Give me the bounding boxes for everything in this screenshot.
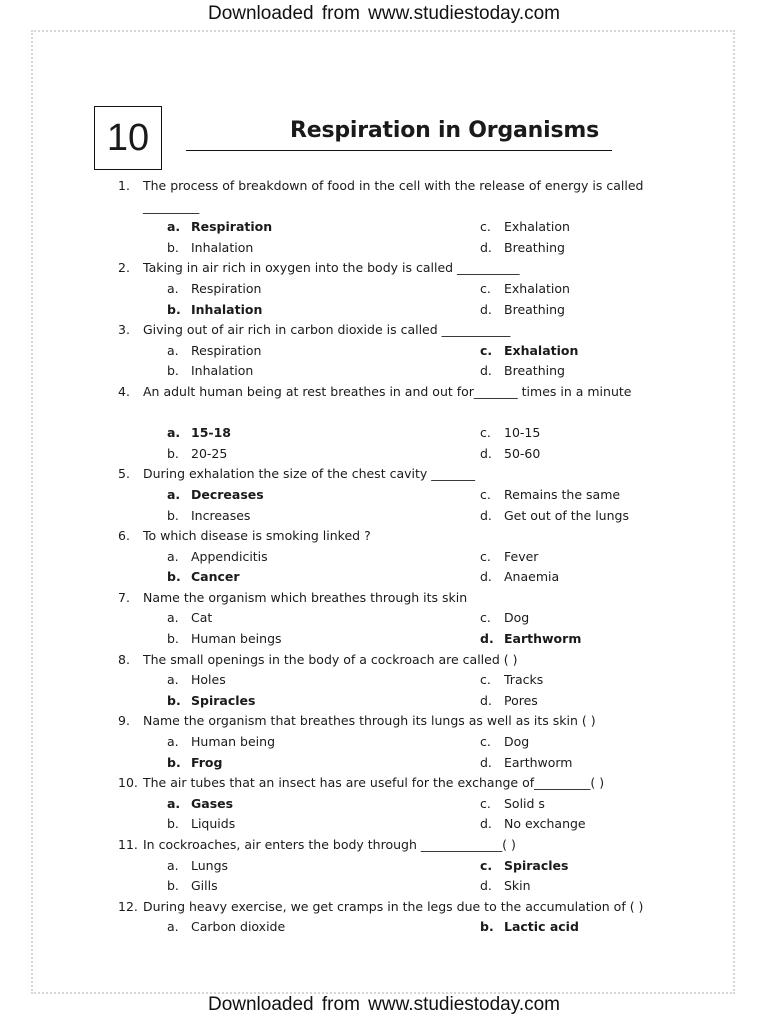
option-b bbox=[167, 567, 240, 588]
option-text: Exhalation bbox=[504, 280, 570, 296]
option-letter: b. bbox=[167, 507, 179, 523]
question-number: 11. bbox=[118, 837, 138, 852]
option-letter: a. bbox=[167, 425, 181, 441]
option-text: Respiration bbox=[191, 280, 262, 296]
option-letter: b. bbox=[167, 692, 181, 708]
option-a bbox=[167, 341, 261, 362]
option-text: Lactic acid bbox=[504, 919, 579, 935]
option-letter: b. bbox=[167, 363, 179, 379]
option-letter: c. bbox=[480, 425, 491, 441]
question-text: The air tubes that an insect has are useful for the exchange of_________( ) bbox=[143, 775, 605, 791]
question-6 bbox=[118, 526, 678, 547]
option-b bbox=[480, 917, 579, 938]
option-text: Human being bbox=[191, 734, 276, 750]
option-letter: a. bbox=[167, 734, 179, 750]
option-letter: c. bbox=[480, 280, 491, 296]
download-banner-top: Downloaded from www.studiestoday.com bbox=[207, 3, 561, 24]
question-number: 5. bbox=[118, 466, 130, 482]
option-row bbox=[118, 361, 678, 382]
option-letter: c. bbox=[480, 548, 491, 564]
question-number: 12. bbox=[118, 898, 138, 914]
option-b bbox=[167, 300, 262, 321]
option-text: Inhalation bbox=[191, 239, 254, 255]
option-text: Appendicitis bbox=[191, 548, 268, 564]
option-text: Frog bbox=[191, 754, 223, 770]
option-text: Exhalation bbox=[504, 219, 570, 235]
question-text: An adult human being at rest breathes in and out for_______ times in a minute bbox=[143, 383, 632, 399]
option-text: Solid s bbox=[504, 795, 545, 811]
question-number: 1. bbox=[118, 178, 130, 193]
option-a bbox=[167, 608, 212, 629]
option-letter: b. bbox=[167, 569, 181, 585]
option-b bbox=[167, 506, 250, 527]
question-number: 6. bbox=[118, 528, 130, 544]
question-number: 8. bbox=[118, 651, 130, 667]
question-5 bbox=[118, 464, 678, 485]
option-row bbox=[118, 670, 678, 691]
option-row bbox=[118, 608, 678, 629]
option-a bbox=[167, 856, 228, 877]
option-letter: b. bbox=[167, 631, 179, 647]
option-a bbox=[167, 279, 261, 300]
option-letter: c. bbox=[480, 734, 491, 750]
option-text: Lungs bbox=[191, 857, 229, 873]
option-text: Respiration bbox=[191, 219, 273, 235]
option-letter: d. bbox=[480, 239, 492, 255]
download-banner-bottom: Downloaded from www.studiestoday.com bbox=[207, 994, 561, 1015]
option-d bbox=[480, 444, 540, 465]
option-c bbox=[480, 217, 570, 238]
option-c bbox=[480, 794, 545, 815]
option-text: Gills bbox=[191, 878, 218, 894]
option-letter: c. bbox=[480, 857, 493, 873]
option-b bbox=[167, 753, 222, 774]
option-letter: d. bbox=[480, 878, 492, 894]
question-text: The process of breakdown of food in the cell with the release of energy is called bbox=[143, 178, 644, 193]
question-8 bbox=[118, 650, 678, 671]
question-text: Name the organism that breathes through its lungs as well as its skin ( ) bbox=[143, 713, 596, 729]
option-row bbox=[118, 279, 678, 300]
option-a bbox=[167, 917, 285, 938]
option-d bbox=[480, 691, 538, 712]
option-row bbox=[118, 506, 678, 527]
option-c bbox=[480, 732, 529, 753]
option-b bbox=[167, 444, 227, 465]
option-text: 20-25 bbox=[191, 445, 228, 461]
option-letter: a. bbox=[167, 280, 179, 296]
option-d bbox=[480, 361, 565, 382]
question-number: 9. bbox=[118, 713, 130, 729]
option-letter: b. bbox=[167, 445, 179, 461]
option-text: Dog bbox=[504, 734, 530, 750]
option-row bbox=[118, 732, 678, 753]
option-text: Liquids bbox=[191, 816, 236, 832]
option-text: Cancer bbox=[191, 569, 240, 585]
option-c bbox=[480, 608, 529, 629]
option-text: Spiracles bbox=[504, 857, 569, 873]
option-text: Respiration bbox=[191, 342, 262, 358]
option-text: Holes bbox=[191, 672, 226, 688]
option-text: No exchange bbox=[504, 816, 586, 832]
question-3 bbox=[118, 320, 678, 341]
option-letter: d. bbox=[480, 816, 492, 832]
question-1 bbox=[118, 176, 678, 197]
option-row bbox=[118, 341, 678, 362]
question-4 bbox=[118, 382, 678, 403]
option-text: Earthworm bbox=[504, 631, 582, 647]
option-d bbox=[480, 300, 565, 321]
question-text: During heavy exercise, we get cramps in the legs due to the accumulation of ( ) bbox=[143, 898, 644, 914]
option-letter: a. bbox=[167, 548, 179, 564]
option-letter: c. bbox=[480, 610, 491, 626]
question-number: 10. bbox=[118, 775, 138, 791]
option-letter: a. bbox=[167, 857, 179, 873]
option-text: Breathing bbox=[504, 363, 565, 379]
option-d bbox=[480, 876, 531, 897]
question-text: To which disease is smoking linked ? bbox=[143, 528, 371, 544]
option-d bbox=[480, 238, 565, 259]
option-b bbox=[167, 238, 253, 259]
option-letter: a. bbox=[167, 672, 179, 688]
option-letter: d. bbox=[480, 507, 492, 523]
option-row bbox=[118, 917, 678, 938]
option-a bbox=[167, 485, 264, 506]
option-d bbox=[480, 567, 559, 588]
option-row bbox=[118, 876, 678, 897]
question-9 bbox=[118, 711, 678, 732]
option-letter: a. bbox=[167, 219, 181, 235]
option-text: Exhalation bbox=[504, 342, 579, 358]
option-row bbox=[118, 217, 678, 238]
option-letter: d. bbox=[480, 363, 492, 379]
option-c bbox=[480, 341, 578, 362]
option-text: Breathing bbox=[504, 301, 565, 317]
option-letter: b. bbox=[167, 816, 179, 832]
question-7 bbox=[118, 588, 678, 609]
option-row bbox=[118, 856, 678, 877]
question-list bbox=[118, 176, 678, 938]
option-b bbox=[167, 814, 235, 835]
option-letter: a. bbox=[167, 919, 179, 935]
option-text: Skin bbox=[504, 878, 531, 894]
question-text: During exhalation the size of the chest cavity _______ bbox=[143, 466, 475, 482]
option-c bbox=[480, 279, 570, 300]
option-text: Fever bbox=[504, 548, 539, 564]
option-row bbox=[118, 691, 678, 712]
option-letter: c. bbox=[480, 795, 491, 811]
option-letter: a. bbox=[167, 342, 179, 358]
option-letter: c. bbox=[480, 342, 493, 358]
question-number: 3. bbox=[118, 322, 130, 338]
option-row bbox=[118, 629, 678, 650]
option-row bbox=[118, 300, 678, 321]
option-a bbox=[167, 670, 226, 691]
option-b bbox=[167, 361, 253, 382]
option-letter: c. bbox=[480, 219, 491, 235]
question-number: 4. bbox=[118, 383, 130, 399]
option-text: Spiracles bbox=[191, 692, 256, 708]
option-letter: c. bbox=[480, 486, 491, 502]
question-12 bbox=[118, 897, 678, 918]
option-letter: a. bbox=[167, 610, 179, 626]
option-c bbox=[480, 856, 568, 877]
question-text: In cockroaches, air enters the body through _____________( ) bbox=[143, 837, 516, 852]
option-d bbox=[480, 629, 581, 650]
option-text: Cat bbox=[191, 610, 213, 626]
option-letter: b. bbox=[167, 301, 181, 317]
question-number: 2. bbox=[118, 260, 130, 276]
option-letter: d. bbox=[480, 569, 492, 585]
question-number: 7. bbox=[118, 589, 130, 605]
option-text: Gases bbox=[191, 795, 234, 811]
option-letter: d. bbox=[480, 692, 492, 708]
option-d bbox=[480, 814, 586, 835]
option-text: Decreases bbox=[191, 486, 264, 502]
option-a bbox=[167, 732, 275, 753]
question-11 bbox=[118, 835, 678, 856]
option-text: Inhalation bbox=[191, 301, 263, 317]
option-text: Remains the same bbox=[504, 486, 621, 502]
spacer bbox=[118, 403, 678, 424]
option-letter: b. bbox=[167, 878, 179, 894]
question-10 bbox=[118, 773, 678, 794]
option-text: Anaemia bbox=[504, 569, 560, 585]
option-row bbox=[118, 485, 678, 506]
answer-blank: _________ bbox=[143, 198, 200, 214]
option-text: Dog bbox=[504, 610, 530, 626]
option-d bbox=[480, 753, 573, 774]
option-letter: a. bbox=[167, 486, 181, 502]
option-letter: c. bbox=[480, 672, 491, 688]
option-row bbox=[118, 567, 678, 588]
option-c bbox=[480, 423, 540, 444]
option-a bbox=[167, 547, 268, 568]
option-letter: d. bbox=[480, 301, 492, 317]
option-text: Breathing bbox=[504, 239, 565, 255]
option-text: Pores bbox=[504, 692, 538, 708]
option-text: Inhalation bbox=[191, 363, 254, 379]
option-row bbox=[118, 238, 678, 259]
question-text: The small openings in the body of a cockroach are called ( ) bbox=[143, 651, 518, 667]
option-row bbox=[118, 444, 678, 465]
option-b bbox=[167, 691, 255, 712]
option-letter: a. bbox=[167, 795, 181, 811]
option-b bbox=[167, 629, 282, 650]
question-text: Giving out of air rich in carbon dioxide is called ___________ bbox=[143, 322, 511, 338]
option-letter: d. bbox=[480, 631, 494, 647]
option-letter: b. bbox=[167, 239, 179, 255]
option-a bbox=[167, 423, 231, 444]
option-text: Increases bbox=[191, 507, 251, 523]
option-text: 10-15 bbox=[504, 425, 541, 441]
option-c bbox=[480, 670, 543, 691]
option-c bbox=[480, 547, 538, 568]
option-b bbox=[167, 876, 218, 897]
option-c bbox=[480, 485, 620, 506]
option-a bbox=[167, 217, 272, 238]
option-a bbox=[167, 794, 233, 815]
option-letter: b. bbox=[167, 754, 181, 770]
question-2 bbox=[118, 258, 678, 279]
option-text: Get out of the lungs bbox=[504, 507, 629, 523]
option-row bbox=[118, 794, 678, 815]
question-text: Taking in air rich in oxygen into the body is called __________ bbox=[143, 260, 520, 276]
page-title: Respiration in Organisms bbox=[290, 118, 599, 143]
option-row bbox=[118, 753, 678, 774]
chapter-number: 10 bbox=[94, 106, 162, 170]
option-text: Earthworm bbox=[504, 754, 573, 770]
option-text: Human beings bbox=[191, 631, 282, 647]
option-text: Tracks bbox=[504, 672, 544, 688]
option-text: Carbon dioxide bbox=[191, 919, 286, 935]
option-row bbox=[118, 814, 678, 835]
option-text: 50-60 bbox=[504, 445, 541, 461]
title-underline bbox=[186, 150, 612, 151]
option-letter: d. bbox=[480, 754, 492, 770]
option-text: 15-18 bbox=[191, 425, 231, 441]
option-d bbox=[480, 506, 629, 527]
option-row bbox=[118, 547, 678, 568]
option-letter: b. bbox=[480, 919, 494, 935]
question-continuation bbox=[118, 197, 678, 218]
option-row bbox=[118, 423, 678, 444]
question-text: Name the organism which breathes through its skin bbox=[143, 589, 468, 605]
option-letter: d. bbox=[480, 445, 492, 461]
